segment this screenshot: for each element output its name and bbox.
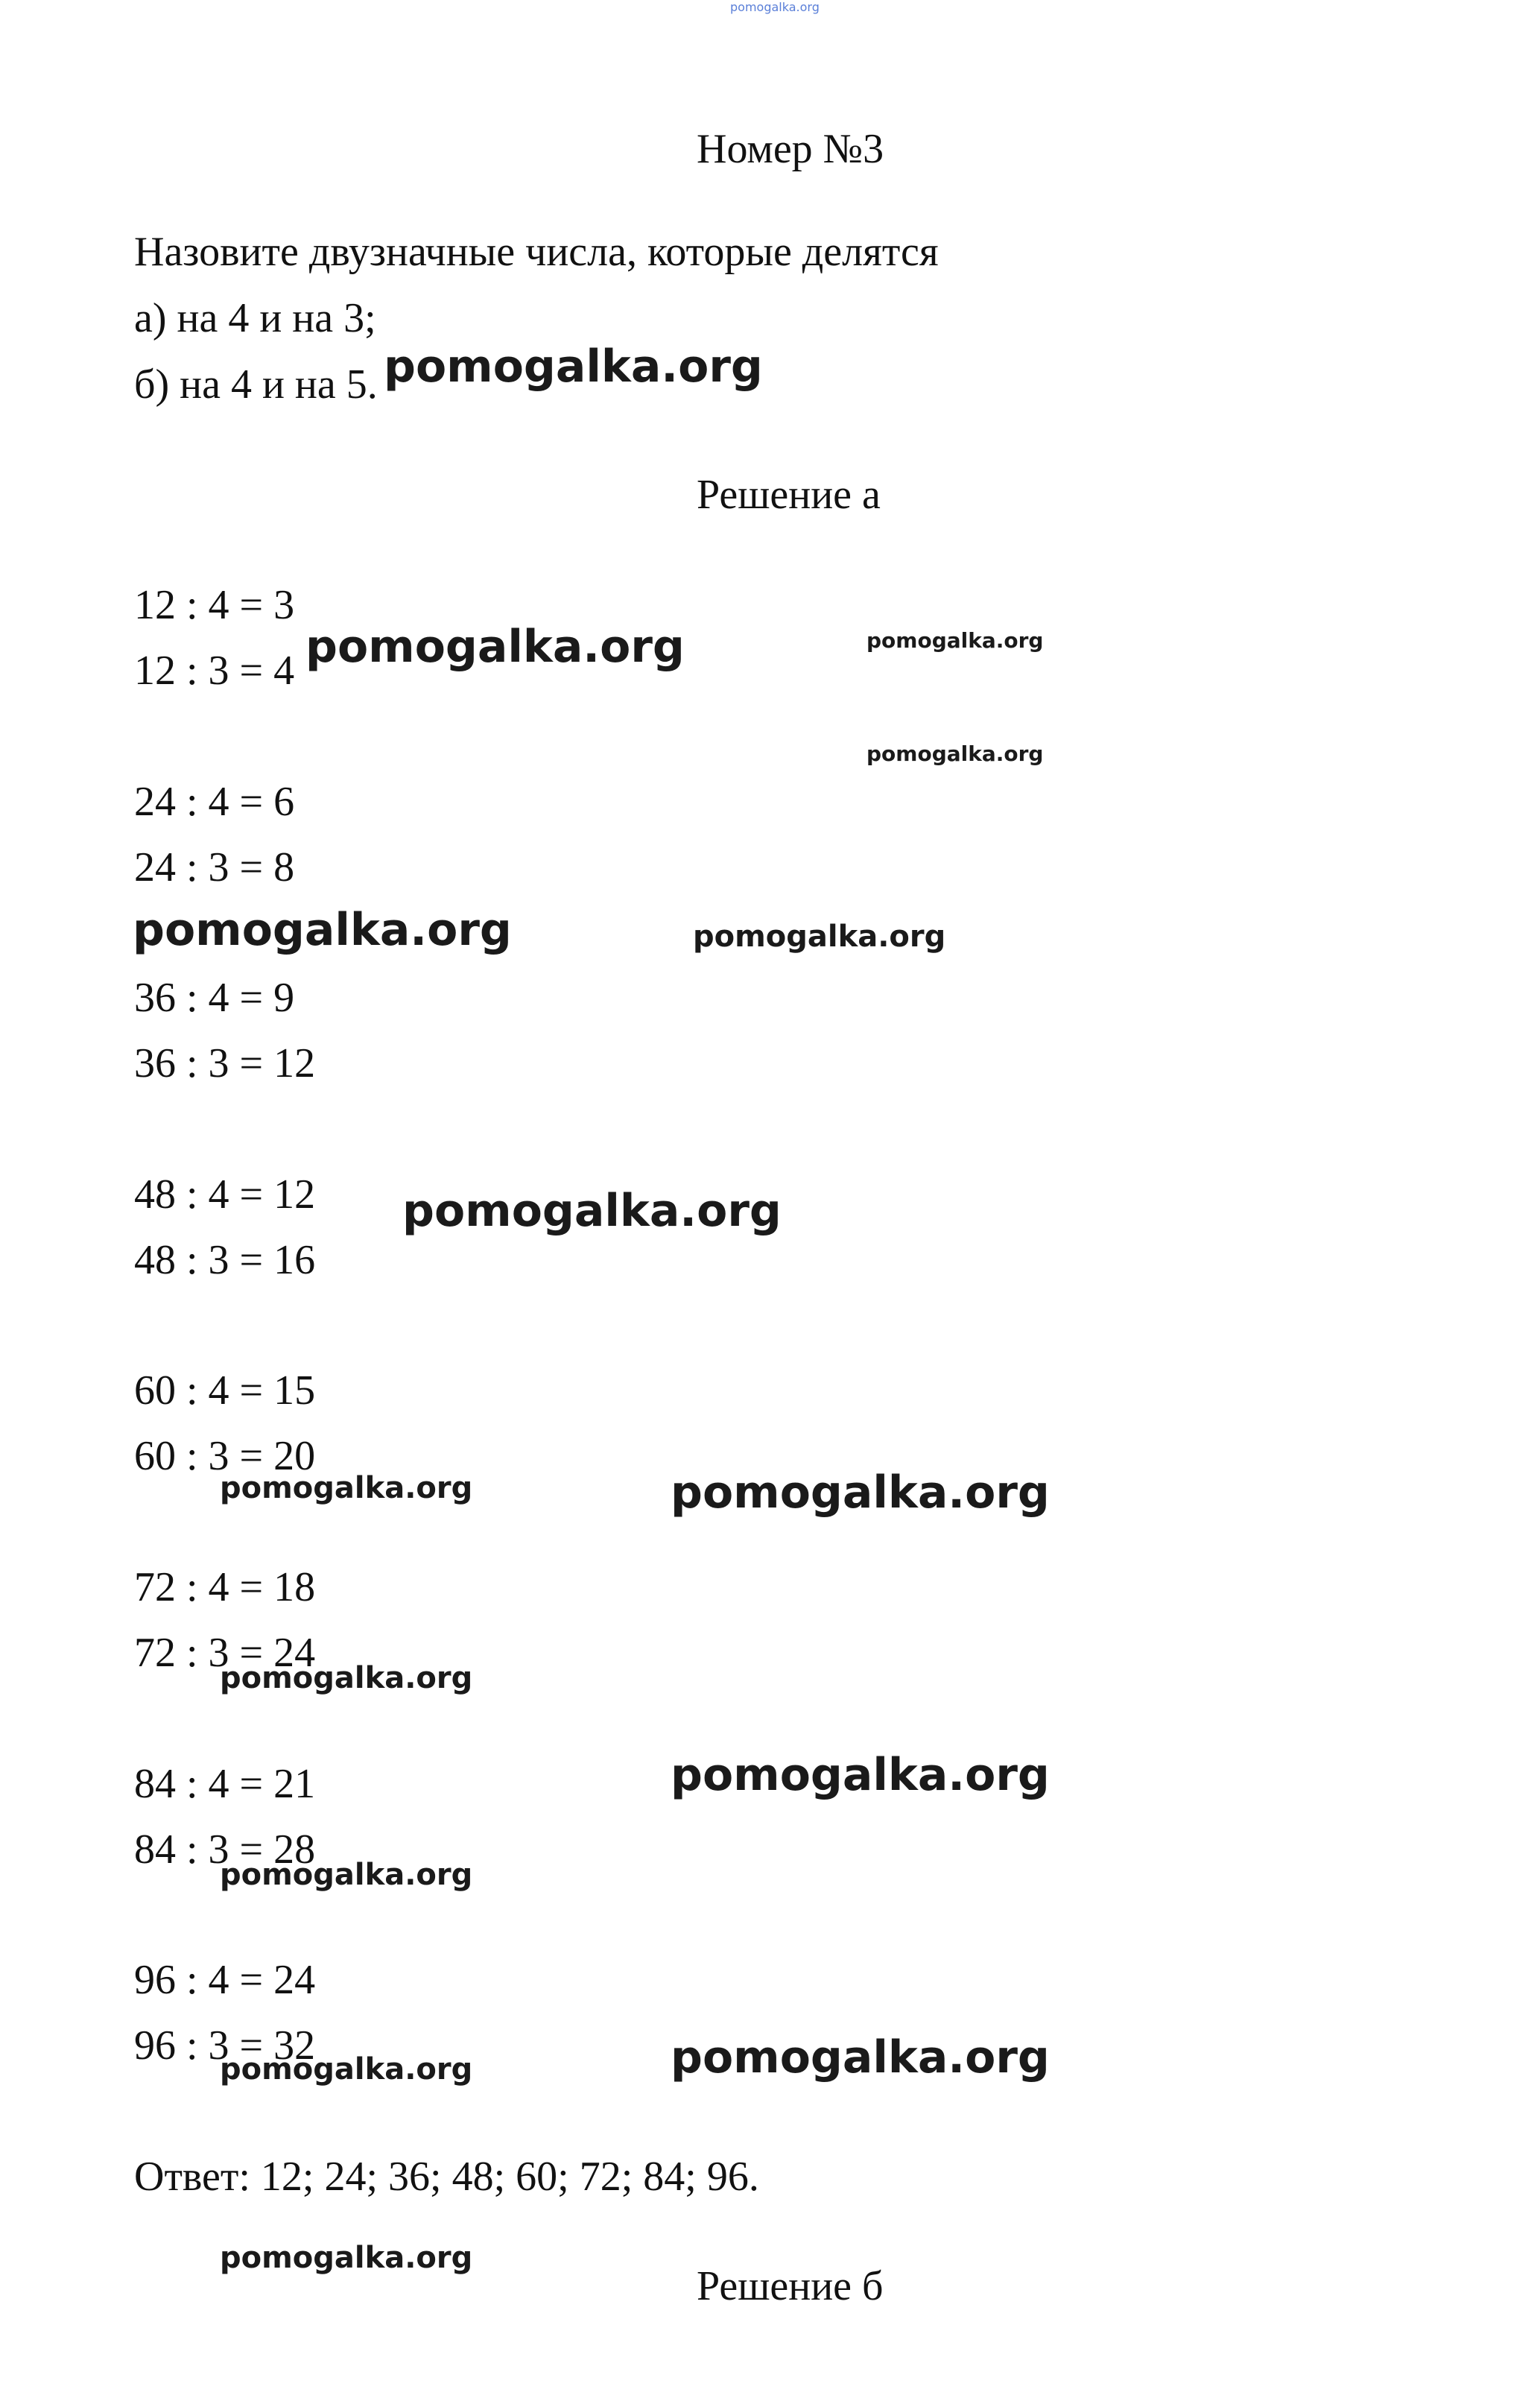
- equation: 36 : 3 = 12: [134, 1040, 316, 1086]
- watermark-logo: pomogalka.org: [384, 341, 763, 393]
- equation: 24 : 4 = 6: [134, 779, 295, 825]
- watermark-logo: pomogalka.org: [866, 741, 1044, 766]
- watermark-logo: pomogalka.org: [220, 2052, 473, 2087]
- watermark-logo: pomogalka.org: [305, 621, 685, 673]
- equation: 12 : 4 = 3: [134, 582, 295, 628]
- answer-a: Ответ: 12; 24; 36; 48; 60; 72; 84; 96.: [134, 2154, 759, 2200]
- equation: 72 : 3 = 24: [134, 1630, 316, 1676]
- equation: 84 : 4 = 21: [134, 1761, 316, 1807]
- page-title: Номер №3: [697, 126, 884, 172]
- equation: 24 : 3 = 8: [134, 844, 295, 890]
- task-intro: Назовите двузначные числа, которые делятся: [134, 229, 939, 275]
- watermark-logo: pomogalka.org: [402, 1185, 782, 1237]
- watermark-logo: pomogalka.org: [671, 1749, 1050, 1801]
- watermark-logo: pomogalka.org: [220, 1471, 473, 1505]
- equation: 36 : 4 = 9: [134, 975, 295, 1021]
- equation: 96 : 4 = 24: [134, 1957, 316, 2003]
- watermark-logo: pomogalka.org: [671, 1467, 1050, 1519]
- top-watermark: pomogalka.org: [730, 0, 820, 14]
- equation: 96 : 3 = 32: [134, 2022, 316, 2069]
- equation: 72 : 4 = 18: [134, 1564, 316, 1610]
- watermark-logo: pomogalka.org: [133, 904, 512, 956]
- task-part-b: б) на 4 и на 5.: [134, 361, 378, 408]
- watermark-logo: pomogalka.org: [220, 2241, 473, 2275]
- equation: 60 : 3 = 20: [134, 1433, 316, 1479]
- watermark-logo: pomogalka.org: [220, 1661, 473, 1695]
- watermark-logo: pomogalka.org: [693, 920, 946, 954]
- equation: 48 : 3 = 16: [134, 1237, 316, 1283]
- solution-b-title: Решение б: [697, 2263, 884, 2309]
- watermark-logo: pomogalka.org: [671, 2031, 1050, 2084]
- equation: 60 : 4 = 15: [134, 1367, 316, 1414]
- task-part-a: а) на 4 и на 3;: [134, 295, 376, 341]
- solution-a-title: Решение а: [697, 472, 881, 518]
- watermark-logo: pomogalka.org: [866, 628, 1044, 653]
- equation: 12 : 3 = 4: [134, 648, 295, 694]
- watermark-logo: pomogalka.org: [220, 1858, 473, 1892]
- equation: 48 : 4 = 12: [134, 1171, 316, 1218]
- equation: 84 : 3 = 28: [134, 1826, 316, 1873]
